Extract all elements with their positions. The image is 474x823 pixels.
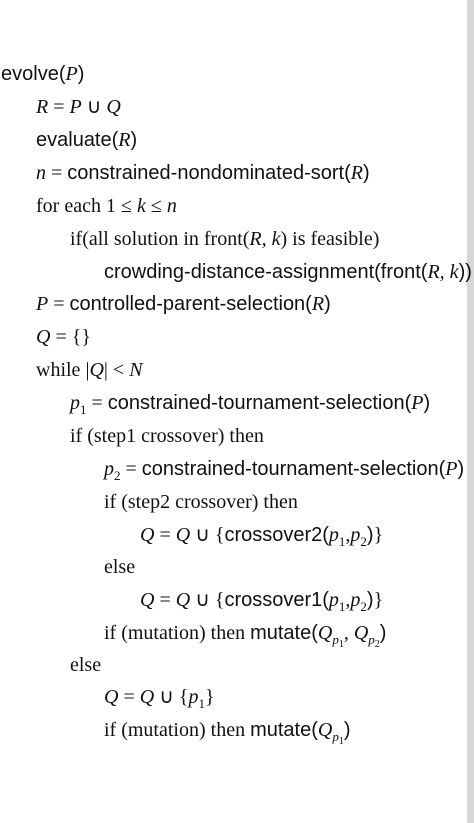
code-line-nondominated-sort: n = constrained-nondominated-sort(R) bbox=[36, 162, 370, 184]
code-line-p1-selection: $p_1$ = constrained-tournament-selection(P) bbox=[70, 392, 431, 417]
code-line-if-feasible: if(all solution in front(R, k) is feasible) bbox=[70, 228, 380, 250]
code-line-crossover1: Q = Q ∪ $\{crossover1(p_1,p_2)\}$ bbox=[140, 589, 384, 614]
code-line-q-empty: Q = {} bbox=[36, 326, 91, 348]
code-line-add-p1: Q = Q ∪ $\{p_1\}$ bbox=[104, 686, 215, 711]
code-line-mutate-one: if (mutation) then $mutate(Q_{p_1})$ bbox=[104, 719, 351, 747]
code-line-for-each: for each 1 ≤ k ≤ n bbox=[36, 195, 177, 217]
code-line-crossover2: Q = Q ∪ $\{crossover2(p_1,p_2)\}$ bbox=[140, 524, 384, 549]
code-line-evaluate: evaluate(R) bbox=[36, 129, 138, 151]
code-line-p2-selection: $p_2$ = constrained-tournament-selection(P) bbox=[104, 458, 465, 483]
code-line-evolve: evolve(P) bbox=[1, 63, 85, 85]
code-line-parent-selection: P = controlled-parent-selection(R) bbox=[36, 293, 331, 315]
page-edge-shadow bbox=[467, 0, 474, 823]
code-line-while: while |Q| < N bbox=[36, 359, 143, 381]
code-line-if-step2: if (step2 crossover) then bbox=[104, 491, 298, 513]
code-line-else-outer: else bbox=[70, 654, 102, 676]
code-line-if-step1: if (step1 crossover) then bbox=[70, 425, 264, 447]
code-line-else-inner: else bbox=[104, 556, 136, 578]
code-line-crowding-distance: crowding-distance-assignment(front(R, k)) bbox=[104, 261, 472, 283]
code-line-union: R = P ∪ Q bbox=[36, 96, 121, 118]
code-line-mutate-two: if (mutation) then $mutate(Q_{p_1}$, $Q_{p_2}$) bbox=[104, 622, 387, 650]
